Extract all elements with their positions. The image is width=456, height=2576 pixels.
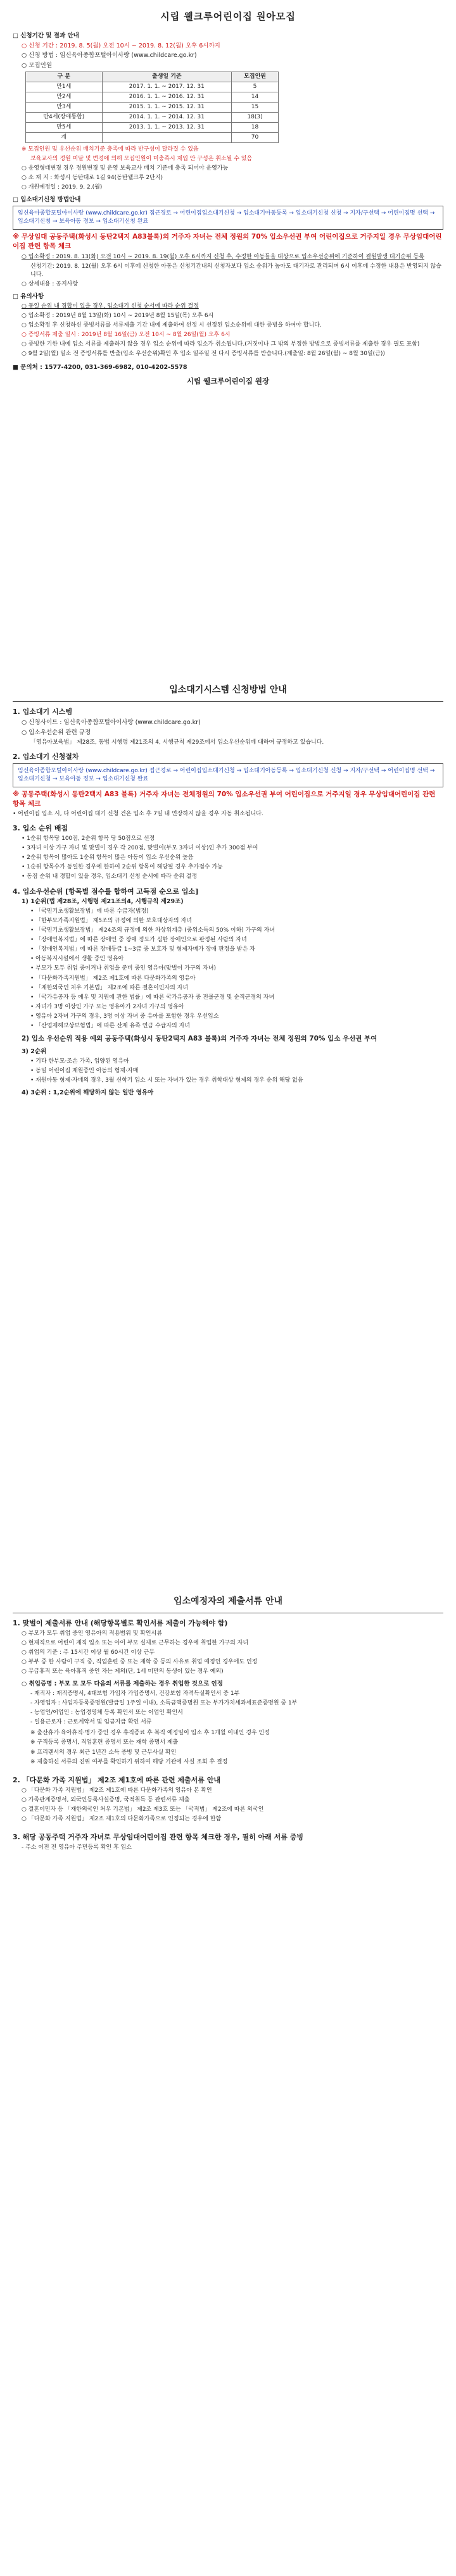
- list-item: • 「국민기초생활보장법」에 따른 수급자(법정): [30, 908, 149, 915]
- table-cell: 만4세(장애통합): [26, 113, 103, 123]
- table-cell: 2015. 1. 1. ~ 2015. 12. 31: [102, 102, 232, 112]
- notice-s2-path-box: 임신육아종합포털아이사랑 (www.childcare.go.kr) 접근경로 → 어린이집입소대기신청 → 입소대기아동등록 → 입소대기신청 신청 → 지자/구선택 → 어린이집명 선택 → 입소대기신청 → 보육아동 정보 → 입소대기신청 완료: [13, 206, 443, 230]
- notice-s3-d: ○ 증빙서류 제출 일시 : 2019년 8월 16일(금) 오전 10시 ~ 8월 26일(월) 오후 6시: [22, 331, 231, 338]
- notice-note2: 보육교사의 정원 미달 및 변경에 의해 모집인원이 미충족시 재입 안 구성은 취소될 수 있음: [30, 156, 253, 163]
- guide-h2-path-box: 임신육아종합포털아이사랑 (www.childcare.go.kr) 접근경로 → 어린이집입소대기신청 → 입소대기아동등록 → 입소대기신청 신청 → 지자/구선택 → 어린이집명 선택 → 입소대기신청 → 보육아동 정보 → 입소대기신청 완료: [13, 763, 443, 787]
- list-item: ○ 무급휴직 또는 육아휴직 중인 자는 제외(단, 1세 미만의 동생이 있는 경우 예외): [22, 1668, 224, 1675]
- priority1-list: [13, 908, 443, 1030]
- list-item: • 자녀가 3명 이상인 가구 또는 영유아가 2자녀 가구의 영유아: [30, 1003, 184, 1010]
- list-item: • 영유아 2자녀 가구의 경우, 3명 이상 자녀 중 유아를 포함한 경우 우선입소: [30, 1013, 219, 1020]
- list-item: ○ 부부 중 한 사람이 구직 중, 직업훈련 중 또는 재학 중 등의 사유로 취업 예정인 경우에도 인정: [22, 1659, 258, 1666]
- guide-h1-law: 「영유아보육법」 제28조, 동법 시행령 제21조의 4, 시행규칙 제29조에서 입소우선순위에 대하여 규정하고 있습니다.: [30, 739, 324, 746]
- guide-h1-site: ○ 신청사이트 : 임신육아종합포털아이사랑 (www.childcare.go.kr): [22, 719, 201, 727]
- notice-s2-warning-text: ※ 무상임대 공동주택(화성시 동탄2택지 A83블록)의 거주자 자녀는 전체 정원의 70% 입소우선권 부여 어린이집으로 거주지일 경우 무상임대어린이집 관련 항목 체크: [13, 233, 442, 251]
- guide-h4-3: 3) 2순위: [22, 1048, 47, 1056]
- list-item: ○ 「다문화 가족 지원법」 제2조 제1호에 따른 다문화가족의 영유아 본 확인: [22, 1787, 212, 1794]
- guide-h3-c: • 2순위 항목이 많아도 1순위 항목이 많은 아동이 입소 우선순위 높음: [22, 854, 194, 861]
- list-item: ※ 출산휴가·육아휴직·병가 중인 경우 휴직종료 후 복직 예정일이 입소 후 1개월 이내인 경우 인정: [30, 1730, 270, 1737]
- guide-h1: 1. 입소대기 시스템: [13, 708, 72, 716]
- list-item: • 「장애인복지법」에 따른 장애등급 1~3급 중 보호자 및 형제자매가 장애 판정을 받은 자: [30, 946, 255, 953]
- notice-address: ○ 소 재 지 : 화성시 동탄대로 1길 94(동탄웰크루 2단지): [22, 175, 163, 182]
- table-cell: [102, 133, 232, 143]
- notice-s2: □ 입소대기신청 방법안내: [13, 196, 81, 204]
- notice-s1: □ 신청기간 및 결과 안내: [13, 32, 79, 39]
- list-item: ※ 프리랜서의 경우 최근 1년간 소득 증빙 및 근무사실 확인: [30, 1749, 177, 1756]
- table-row: [26, 82, 279, 92]
- list-item: ○ 부모가 모두 취업 중인 영유아의 적용범위 및 확인서류: [22, 1630, 163, 1637]
- list-item: • 재원아동 형제·자매의 경우, 3월 신학기 입소 시 또는 자녀가 있는 경우 취학대상 형제의 경우 순위 해당 없음: [30, 1077, 303, 1084]
- table-row: [26, 123, 279, 133]
- list-item: • 「국민기초생활보장법」 제24조의 규정에 의한 차상위계층 (중위소득의 50% 이하) 가구의 자녀: [30, 927, 275, 934]
- table-cell: 70: [232, 133, 279, 143]
- list-item: ○ 「다문화 가족 지원법」 제2조 제1호의 다문화가족으로 인정되는 경우에 한함: [22, 1815, 222, 1822]
- list-item: • 「국가유공자 등 예우 및 지원에 관한 법률」에 따른 국가유공자 중 전몰군경 및 순직군경의 자녀: [30, 994, 275, 1001]
- docs-h1-list: [13, 1630, 443, 1676]
- table-row: [26, 113, 279, 123]
- table-cell: 만5세: [26, 123, 103, 133]
- notice-s3: □ 유의사항: [13, 292, 44, 300]
- table-cell: 만1세: [26, 82, 103, 92]
- list-item: ○ 취업의 기준 : 주 15시간 이상 월 60시간 이상 근무: [22, 1649, 155, 1656]
- guide-h3-b: • 3자녀 이상 가구 자녀 및 맞벌이 경우 각 200점, 맞벌이(부모 3자녀 이상)인 추가 300점 부여: [22, 845, 258, 852]
- notice-title: 시립 웰크루어린이집 원아모집: [160, 11, 296, 22]
- guide-h2-warning: ※ 공동주택(화성시 동탄2택지 A83 블록) 거주자 자녀는 전체정원의 70% 입소우선권 부여 어린이집으로 거주지일 경우 무상임대어린이집 관련 항목 체크: [13, 790, 436, 808]
- quota-header-1: 출생일 기준: [102, 72, 232, 82]
- notice-note3: ○ 운영형태변경 경우 정원변경 및 운영 보육교사 배치 기준에 충족 되어야 운영가능: [22, 165, 229, 172]
- recruitment-notice: [13, 10, 443, 386]
- list-item: - 농업인/어업인 : 농업경영체 등록 확인서 또는 어업인 확인서: [30, 1710, 183, 1716]
- table-cell: 만3세: [26, 102, 103, 112]
- table-cell: 2014. 1. 1. ~ 2014. 12. 31: [102, 113, 232, 123]
- list-item: • 부모가 모두 취업 중이거나 취업을 준비 중인 영유아(맞벌이 가구의 자녀): [30, 965, 217, 972]
- list-item: ※ 구직등록 증명서, 직업훈련 증명서 또는 재학 증명서 제출: [30, 1739, 179, 1746]
- list-item: • 동일 어린이집 재원중인 아동의 형제·자매: [30, 1067, 139, 1074]
- table-cell: 만2세: [26, 92, 103, 102]
- docs-h1: 1. 맞벌이 제출서류 안내 (해당항목별로 확인서류 제출이 가능해야 함): [13, 1619, 228, 1628]
- guide-h3-a: • 1순위 항목당 100점, 2순위 항목 당 50점으로 선정: [22, 835, 155, 842]
- table-cell: 18(3): [232, 113, 279, 123]
- guide-h4: 4. 입소우선순위 [항목별 점수를 합하여 고득점 순으로 입소]: [13, 887, 199, 896]
- list-item: • 기타 한부모·조손 가족, 입양된 영유아: [30, 1058, 129, 1065]
- docs-h2-list: [13, 1787, 443, 1823]
- list-item: • 「다문화가족지원법」 제2조 제1호에 따른 다문화가족의 영유아: [30, 975, 196, 982]
- guide-h1-rule: ○ 입소우선순위 관련 규정: [22, 729, 91, 736]
- docs-h1-doc-list: [13, 1690, 443, 1727]
- list-item: - 재직자 : 재직증명서, 4대보험 가입자 가입증명서, 건강보험 자격득실확인서 중 1부: [30, 1691, 240, 1698]
- guide-h3: 3. 입소 순위 배점: [13, 824, 68, 833]
- guide-title: 입소대기시스템 신청방법 안내: [169, 685, 287, 695]
- guide-h2: 2. 입소대기 신청절차: [13, 752, 79, 761]
- notice-s2-confirm-text: ○ 입소확정 : 2019. 8. 13(화) 오전 10시 ~ 2019. 8. 19(월) 오후 6시까지 신청 후, 수정한 아동들을 대상으로 입소우선순위에 기준하여 결원발생 대기순위 등록: [22, 253, 424, 260]
- docs-h3: 3. 해당 공동주택 거주자 자녀로 무상임대어린이집 관련 항목 체크한 경우, 필히 아래 서류 증빙: [13, 1832, 303, 1841]
- quota-table: [25, 72, 279, 143]
- notice-s2-confirm: [13, 253, 443, 261]
- table-cell: 2016. 1. 1. ~ 2016. 12. 31: [102, 92, 232, 102]
- guide-h4-2: 2) 입소 우선순위 적용 예외 공동주택(화성시 동탄2택지 A83 블록)의 거주자 자녀는 전체 정원의 70% 입소 우선권 부여: [22, 1034, 377, 1042]
- list-item: • 「산업재해보상보험법」에 따른 산재 유족 연금 수급자의 자녀: [30, 1022, 190, 1029]
- notice-s2-late: 신청기간: 2019. 8. 12(월) 오후 6시 이후에 신청한 아동은 신청기간내의 신청자보다 입소 순위가 높아도 대기자로 관리되며 6시 이후에 수정한 내용은 반영되지 않습니다.: [30, 263, 442, 278]
- list-item: - 자영업자 : 사업자등록증명원(발급일 1주일 이내), 소득금액증명원 또는 부가가치세과세표준증명원 중 1부: [30, 1700, 298, 1707]
- notice-note1: ※ 모집인원 및 우선순위 배치기준 충족에 따라 반구성이 달라질 수 있음: [22, 146, 199, 153]
- table-row: [26, 92, 279, 102]
- list-item: • 아동복지시설에서 생활 중인 영유아: [30, 956, 124, 963]
- notice-s3-f: ○ 9월 2일(월) 일소 전 증빙서류를 반출(입소 우선순위)확인 후 입소 일주일 전 다시 증빙서류를 받습니다.(제출일: 8월 26일(월) ~ 8월 30일(금)): [22, 350, 385, 357]
- docs-title: 입소예정자의 제출서류 안내: [173, 1596, 283, 1606]
- notice-s1-period: ○ 신청 기간 : 2019. 8. 5(월) 오전 10시 ~ 2019. 8. 12(월) 오후 6시까지: [22, 42, 220, 49]
- table-row: [26, 102, 279, 112]
- table-row: [26, 133, 279, 143]
- notice-contact: ■ 문의처 : 1577-4200, 031-369-6982, 010-4202-5578: [13, 363, 187, 371]
- docs-h1-note-list: [13, 1729, 443, 1766]
- table-cell: 15: [232, 102, 279, 112]
- table-cell: 5: [232, 82, 279, 92]
- quota-header-0: 구 분: [26, 72, 103, 82]
- table-cell: 14: [232, 92, 279, 102]
- list-item: • 「한부모가족지원법」 제5조의 규정에 의한 보호대상자의 자녀: [30, 918, 192, 925]
- notice-s3-a: ○ 동일 순위 내 경합이 있을 경우, 임소대기 신청 순서에 따라 순위 결정: [22, 303, 199, 309]
- guide-h4-4: 4) 3순위 : 1,2순위에 해당하지 않는 일반 영유아: [22, 1089, 154, 1096]
- notice-s3-c: ○ 입소확정 후 신청하신 증빙서류를 서류제출 기간 내에 제출하여 선정 시 선정된 입소순위에 대한 증빙을 하여야 합니다.: [22, 322, 322, 328]
- guide-h4-1: 1) 1순위(법 제28조, 시행령 제21조의4, 시행규칙 제29조): [22, 898, 184, 906]
- list-item: ○ 현재직으로 어린이 재직 입소 또는 아이 부모 실제로 근무하는 경우에 취업한 가구의 자녀: [22, 1640, 249, 1647]
- quota-header-2: 모집인원: [232, 72, 279, 82]
- docs-h2: 2. 「다문화 가족 지원법」 제2조 제1호에 따른 관련 제출서류 안내: [13, 1775, 221, 1784]
- list-item: ○ 가족관계증명서, 외국인등록사실증명, 국적취득 등 관련서류 제출: [22, 1796, 190, 1803]
- notice-s2-warning: [13, 232, 443, 251]
- guide-h2-cancel: • 어린이집 입소 시, 다 어린이집 대기 신청 건은 입소 후 7일 내 연장하지 않을 경우 자동 취소됩니다.: [13, 811, 263, 818]
- table-cell: 2013. 1. 1. ~ 2013. 12. 31: [102, 123, 232, 133]
- list-item: • 「재한외국인 처우 기본법」 제2조에 따른 결혼이민자의 자녀: [30, 984, 189, 991]
- table-cell: 계: [26, 133, 103, 143]
- application-guide: [13, 684, 443, 1099]
- notice-s2-detail: ○ 상세내용 : 공지사항: [22, 280, 79, 287]
- guide-h3-d: • 1순위 항목수가 동일한 경우에 한하여 2순위 항목이 해당될 경우 추가점수 가능: [22, 864, 223, 871]
- priority2-list: [13, 1058, 443, 1085]
- notice-open-date: ○ 개원예정일 : 2019. 9. 2.(월): [22, 184, 103, 191]
- notice-s3-b: ○ 입소확정 : 2019년 8월 13일(화) 10시 ~ 2019년 8월 15일(목) 오후 6시: [22, 312, 214, 319]
- notice-s1-method: ○ 신청 방법 : 임신육아종합포털아이사랑 (www.childcare.go.kr): [22, 52, 197, 59]
- documents-guide: [13, 1595, 443, 1853]
- list-item: • 「장애인복지법」에 따른 장애인 중 장애 정도가 심한 장애인으로 판정된 사람의 자녀: [30, 937, 247, 944]
- notice-s3-e: ○ 증빙한 기한 내에 입소 서류를 제출하지 않을 경우 입소 순위에 따라 입소가 취소됩니다.(거짓이나 그 밖의 부정한 방법으로 증빙서류를 제출한 경우 필도 포함): [22, 341, 420, 347]
- docs-h1-docs: ○ 취업증명 : 부모 모 모두 다음의 서류를 제출하는 경우 취업한 것으로 인정: [22, 1680, 223, 1688]
- notice-footer: 시립 웰크루어린이집 원장: [186, 376, 270, 385]
- list-item: - 일용근로자 : 근로계약서 및 임금지급 확인 서류: [30, 1719, 152, 1726]
- notice-s1-quota: ○ 모집인원: [22, 62, 53, 70]
- table-cell: 18: [232, 123, 279, 133]
- docs-h3-a: - 주소 이전 전 영유아 주민등록 확인 후 입소: [22, 1844, 132, 1851]
- list-item: ○ 결혼이민자 등 「재한외국인 처우 기본법」 제2조 제3호 또는 「국적법」 제2조에 따른 외국인: [22, 1806, 264, 1813]
- guide-h3-e: • 동점 순위 내 경합이 있을 경우, 입소대기 신청 순서에 따라 순위 결정: [22, 873, 198, 880]
- table-cell: 2017. 1. 1. ~ 2017. 12. 31: [102, 82, 232, 92]
- list-item: ※ 제출하신 서류의 진위 여부를 확인하기 위하여 해당 기관에 사실 조회 후 결정: [30, 1758, 228, 1765]
